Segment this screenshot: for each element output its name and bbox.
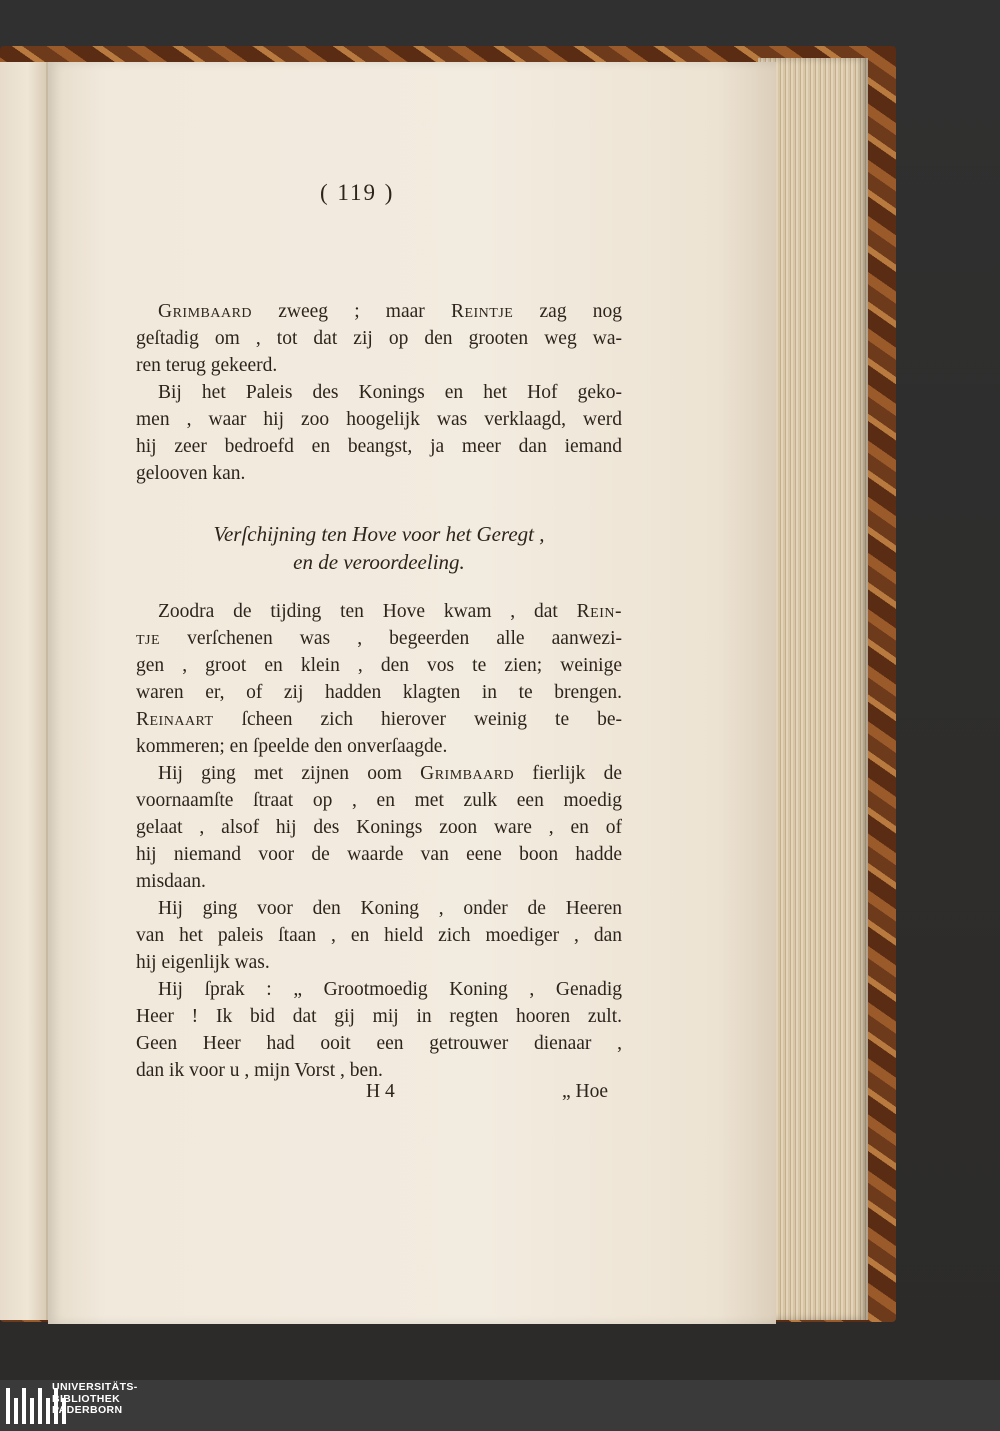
text-run: ren terug gekeerd. — [136, 355, 278, 376]
text-line — [136, 379, 622, 406]
text-run: gelaat , alsof hij des Konings zoon ware , en of — [136, 817, 622, 838]
text-run: van het paleis ſtaan , en hield zich moediger , dan — [136, 925, 622, 946]
text-line — [136, 949, 622, 976]
text-run: waren er, of zij hadden klagten in te brengen. — [136, 682, 622, 703]
name-small-caps: tje — [136, 628, 161, 649]
text-run: gelooven kan. — [136, 463, 246, 484]
text-run: zag nog — [513, 301, 623, 322]
text-block-bottom — [136, 598, 622, 1084]
text-line — [136, 868, 622, 895]
text-run: Zoodra de tijding ten Hove kwam , dat — [158, 601, 577, 622]
text-line — [136, 1003, 622, 1030]
text-line — [136, 976, 622, 1003]
section-heading — [136, 520, 622, 576]
text-line — [136, 460, 622, 487]
text-line — [136, 895, 622, 922]
text-line — [136, 298, 622, 325]
text-line — [136, 406, 622, 433]
text-run: geſtadig om , tot dat zij op den grooten weg wa- — [136, 328, 622, 349]
signature-mark: H 4 — [366, 1081, 395, 1102]
text-run: voornaamſte ſtraat op , en met zulk een moedig — [136, 790, 622, 811]
text-line — [136, 679, 622, 706]
text-run: gen , groot en klein , den vos te zien; weinige — [136, 655, 622, 676]
text-run: hij niemand voor de waarde van eene boon hadde — [136, 844, 622, 865]
text-run: Hij ſprak : „ Grootmoedig Koning , Genadig — [158, 979, 622, 1000]
text-line — [136, 325, 622, 352]
text-run: dan ik voor u , mijn Vorst , ben. — [136, 1060, 383, 1081]
text-line — [136, 433, 622, 460]
text-run: zweeg ; maar — [252, 301, 451, 322]
text-line — [136, 1030, 622, 1057]
text-run: verſchenen was , begeerden alle aanwezi- — [160, 628, 622, 649]
heading-line-1: Verſchijning ten Hove voor het Geregt , — [213, 522, 545, 546]
name-small-caps: Reintje — [450, 301, 514, 322]
text-line — [136, 652, 622, 679]
text-run: hij eigenlijk was. — [136, 952, 270, 973]
library-name-line-1: UNIVERSITÄTS- — [52, 1381, 138, 1393]
heading-line-2: en de veroordeeling. — [293, 550, 465, 574]
catchword: „ Hoe — [562, 1081, 609, 1102]
name-small-caps: Grimbaard — [158, 301, 253, 322]
text-run: Bij het Paleis des Konings en het Hof geko- — [158, 382, 622, 403]
library-name-line-3: PADERBORN — [52, 1404, 123, 1416]
text-run: Hij ging voor den Koning , onder de Heeren — [158, 898, 622, 919]
name-small-caps: Reinaart — [136, 709, 214, 730]
text-line — [136, 1057, 622, 1084]
text-run: fierlijk de — [514, 763, 623, 784]
text-run: kommeren; en ſpeelde den onverſaagde. — [136, 736, 448, 757]
text-run: men , waar hij zoo hoogelijk was verklaagd, werd — [136, 409, 622, 430]
text-line — [136, 625, 622, 652]
library-name — [52, 1382, 138, 1417]
library-name-line-2: BIBLIOTHEK — [52, 1392, 121, 1405]
text-line — [136, 814, 622, 841]
text-run: Heer ! Ik bid dat gij mij in regten hooren zult. — [136, 1006, 622, 1027]
page-number: ( 119 ) — [320, 180, 395, 205]
text-block-top — [136, 298, 622, 487]
text-run: Hij ging met zijnen oom — [158, 763, 421, 784]
text-run: ſcheen zich hierover weinig te be- — [213, 709, 622, 730]
text-line — [136, 706, 622, 733]
footer-bar — [0, 1380, 1000, 1431]
text-line — [136, 760, 622, 787]
text-run: Geen Heer had ooit een getrouwer dienaar , — [136, 1033, 622, 1054]
text-line — [136, 841, 622, 868]
name-small-caps: Rein- — [576, 601, 622, 622]
name-small-caps: Grimbaard — [420, 763, 515, 784]
text-line — [136, 733, 622, 760]
text-run: hij zeer bedroefd en beangst, ja meer dan iemand — [136, 436, 622, 457]
text-line — [136, 352, 622, 379]
text-line — [136, 787, 622, 814]
left-page-edge — [0, 62, 48, 1320]
text-line — [136, 598, 622, 625]
text-line — [136, 922, 622, 949]
text-run: misdaan. — [136, 871, 206, 892]
